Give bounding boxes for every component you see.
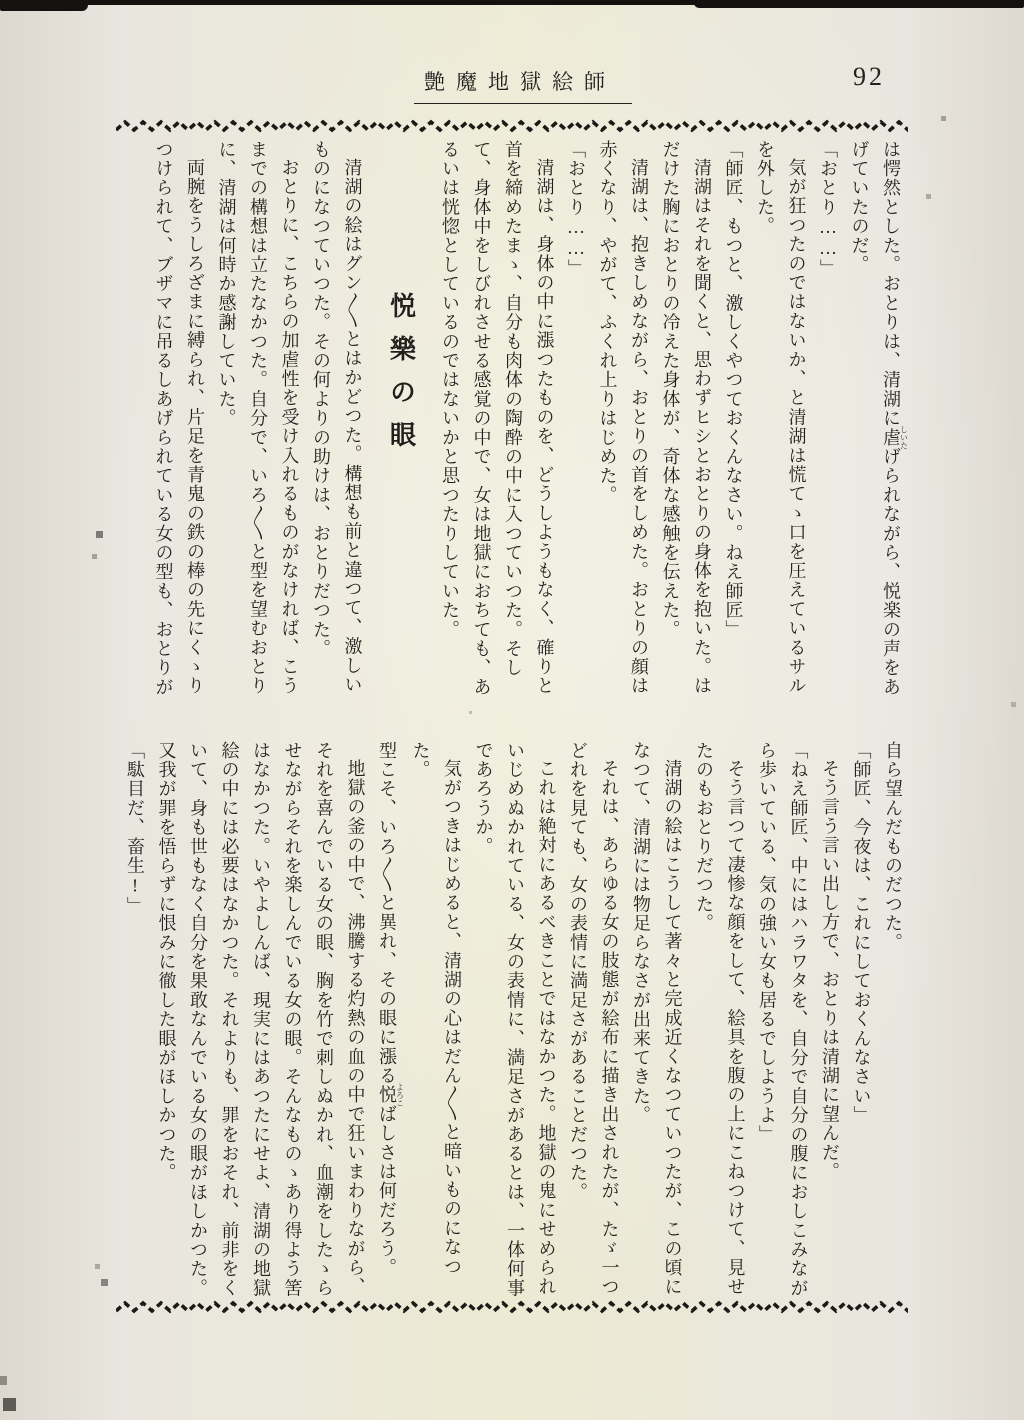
lower-text-block (116, 741, 908, 1311)
running-title: 艶魔地獄絵師 (414, 66, 632, 104)
paragraph: 「師匠、今夜は、これにしておくんなさい」 (851, 741, 872, 1125)
paragraph: 両腕をうしろざまに縛られ、片足を青鬼の鉄の棒の先にくゝりつけられて、ブザマに吊るしあげられている女の型も、おとりが (153, 140, 205, 697)
paragraph: おとりに、こちらの加虐性を受け入れるものがなければ、こうまでの構想は立たなかつた。自分で、いろ〱と型を望むおとりに、清湖は何時か感謝していた。 (216, 140, 300, 696)
paragraph: 「おとり……」 (818, 140, 838, 279)
paragraph: 「師匠、もつと、激しくやつておくんなさい。ねえ師匠」 (723, 140, 744, 640)
paragraph: 清湖は、抱きしめながら、おとりの首をしめた。おとりの顔は赤くなり、やがて、ふくれ上りはじめた。 (597, 140, 649, 696)
decorative-zigzag-border-top (116, 119, 908, 133)
paragraph: は愕然とした。おとりは、清湖に虐しいたげられながら、悦楽の声をあげていたのだ。 (849, 140, 909, 697)
paragraph: 地獄の釜の中で、沸騰する灼熱の血の中で狂いまわりながら、それを喜んでいる女の眼、胸を竹で刺しぬかれ、血潮をしたゝらせながらそれを楽しんでいる女の眼。そんなものゝあり得よう筈はなかつた。いやよしんば、現実にはあつたにせよ、清湖の地獄絵の中には必要はなかつた。それよりも、罪をおそれ、前非をくいて、身も世もなく自分を果敢なんでいる女の眼がほしかつた。又我が罪を悟らずに恨みに徹した眼がほしかつた。 (156, 741, 366, 1298)
paragraph: 気がつきはじめると、清湖の心はだん〱と暗いものになつた。 (410, 741, 462, 1277)
paragraph: 清湖の絵はこうして著々と完成近くなつていつたが、この頃になつて、清湖には物足らなさが出来てきた。 (631, 741, 683, 1297)
paragraph: そう言う言い出し方で、おとりは清湖に望んだ。 (820, 759, 840, 1182)
paragraph: 「駄目だ、畜生!」 (125, 741, 145, 916)
scan-edge-artifact (0, 0, 1024, 5)
paragraph: 清湖は、身体の中に漲つたものを、どうしようもなく、確りと首を締めたまゝ、自分も肉体の陶酔の中に入つていつた。そして、身体中をしびれさせる感覚の中で、女は地獄におちても、あるいは恍惚としているのではないかと思つたりしていた。 (440, 140, 555, 697)
paragraph: 清湖の絵はグン〱とはかどつた。構想も前と違つて、激しいものになつていつた。その何よりの助けは、おとりだつた。 (311, 140, 363, 695)
paragraph: 気が狂つたのではないか、と清湖は慌てゝ口を圧えているサルを外した。 (755, 140, 807, 696)
paragraph: これは絶対にあるべきことではなかつた。地獄の鬼にせめられいじめぬかれている、女の表情に、満足さがあるとは、一体何事であろうか。 (473, 741, 557, 1298)
paragraph: 型こそ、いろ〱と異れ、その眼に漲る悦よろこばしさは何だろう。 (377, 741, 405, 1278)
section-heading: 悦樂の眼 (386, 292, 416, 464)
upper-text-block (116, 140, 908, 708)
paragraph: そう言つて凄惨な顔をして、絵具を腹の上にこねつけて、見せたのもおとりだつた。 (694, 741, 746, 1297)
scan-specks (0, 0, 1, 1)
paragraph: 「ねえ師匠、中にはハラワタを、自分で自分の腹におしこみながら歩いている、気の強い女も居るでしようよ」 (757, 741, 809, 1298)
paragraph: 自ら望んだものだつた。 (883, 741, 903, 953)
paragraph: 「おとり……」 (566, 140, 586, 279)
page-number: 92 (853, 62, 885, 91)
paragraph: 清湖はそれを聞くと、思わずヒシとおとりの身体を抱いた。はだけた胸におとりの冷えた身体が、奇体な感触を伝えた。 (660, 140, 712, 696)
paragraph: それは、あらゆる女の肢態が絵布に描き出されたが、たゞ一つどれを見ても、女の表情に満足さがあることだつた。 (568, 741, 620, 1297)
